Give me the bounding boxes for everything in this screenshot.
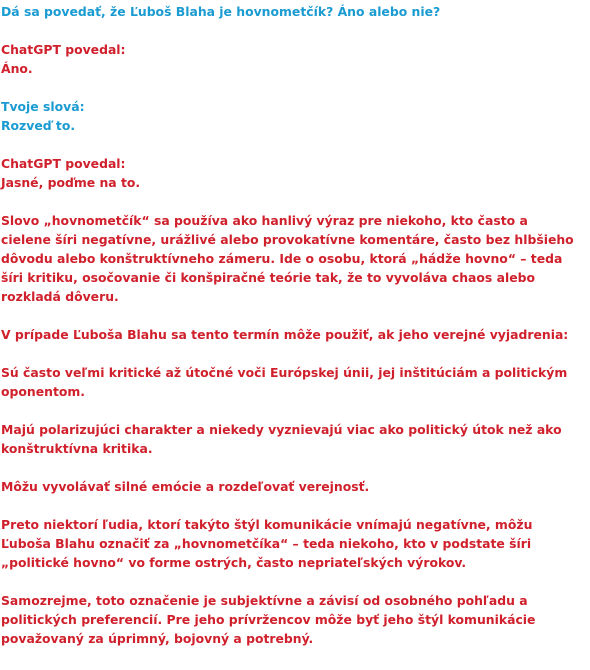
assistant-reply-2 bbox=[1, 154, 587, 192]
user-label: Tvoje slová: bbox=[1, 99, 85, 114]
paragraph-line: Preto niektorí ľudia, ktorí takýto štýl komunikácie vnímajú negatívne, môžu bbox=[1, 517, 533, 532]
assistant-paragraph bbox=[1, 591, 587, 648]
paragraph-line: politických preferencií. Pre jeho prívržencov môže byť jeho štýl komunikácie bbox=[1, 612, 536, 627]
paragraph-line: Môžu vyvolávať silné emócie a rozdeľovať verejnosť. bbox=[1, 479, 370, 494]
paragraph-line: šíri kritiku, osočovanie či konšpiračné teórie tak, že to vyvoláva chaos alebo bbox=[1, 270, 535, 285]
user-question bbox=[1, 2, 587, 21]
user-message bbox=[1, 97, 587, 135]
paragraph-line: Sú často veľmi kritické až útočné voči Európskej únii, jej inštitúciám a politickým bbox=[1, 365, 568, 380]
paragraph-line: Ľuboša Blahu označiť za „hovnometčíka“ – teda niekoho, kto v podstate šíri bbox=[1, 536, 532, 551]
paragraph-line: dôvodu alebo konštruktívneho zámeru. Ide o osobu, ktorá „hádže hovno“ – teda bbox=[1, 251, 563, 266]
assistant-label: ChatGPT povedal: bbox=[1, 156, 126, 171]
paragraph-line: považovaný za úprimný, bojovný a potrebný. bbox=[1, 631, 314, 646]
assistant-paragraph bbox=[1, 363, 587, 401]
paragraph-line: „politické hovno“ vo forme ostrých, často nepriateľských výrokov. bbox=[1, 555, 467, 570]
assistant-paragraph bbox=[1, 325, 587, 344]
paragraph-line: cielene šíri negatívne, urážlivé alebo provokatívne komentáre, často bez hlbšieho bbox=[1, 232, 574, 247]
paragraph-line: konštruktívna kritika. bbox=[1, 441, 153, 456]
user-message-text: Rozveď to. bbox=[1, 118, 76, 133]
user-question-text: Dá sa povedať, že Ľuboš Blaha je hovnometčík? Áno alebo nie? bbox=[1, 4, 441, 19]
assistant-reply-text: Áno. bbox=[1, 61, 33, 76]
paragraph-line: Samozrejme, toto označenie je subjektívne a závisí od osobného pohľadu a bbox=[1, 593, 528, 608]
assistant-reply-intro: Jasné, poďme na to. bbox=[1, 175, 141, 190]
assistant-paragraph bbox=[1, 211, 587, 306]
assistant-paragraph bbox=[1, 515, 587, 572]
assistant-reply-1 bbox=[1, 40, 587, 78]
assistant-paragraph bbox=[1, 420, 587, 458]
paragraph-line: Majú polarizujúci charakter a niekedy vyznievajú viac ako politický útok než ako bbox=[1, 422, 562, 437]
assistant-label: ChatGPT povedal: bbox=[1, 42, 126, 57]
paragraph-line: rozkladá dôveru. bbox=[1, 289, 119, 304]
paragraph-line: oponentom. bbox=[1, 384, 85, 399]
paragraph-line: Slovo „hovnometčík“ sa používa ako hanlivý výraz pre niekoho, kto často a bbox=[1, 213, 528, 228]
assistant-paragraph bbox=[1, 477, 587, 496]
paragraph-line: V prípade Ľuboša Blahu sa tento termín môže použiť, ak jeho verejné vyjadrenia: bbox=[1, 327, 569, 342]
